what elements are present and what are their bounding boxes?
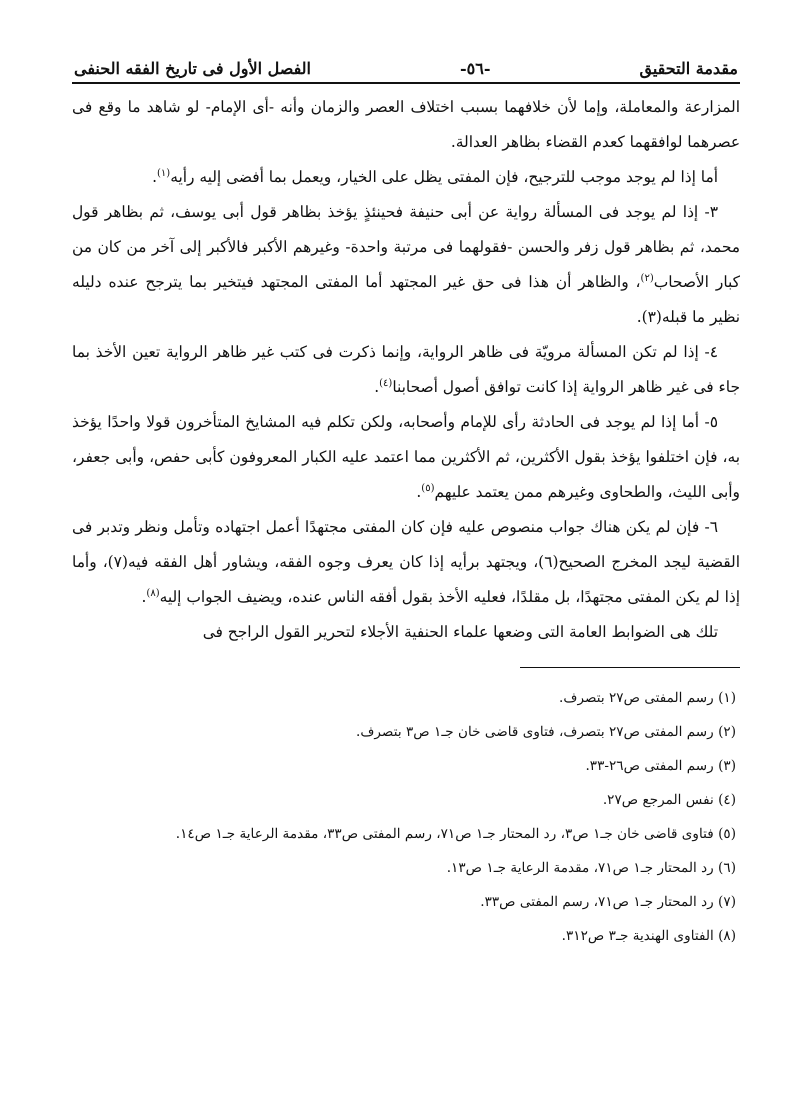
paragraph-7: [72, 615, 740, 650]
paragraph-6: [72, 510, 740, 615]
footnote: (٧) رد المحتار جـ١ ص٧١، رسم المفتى ص٣٣.: [480, 894, 736, 910]
paragraph-text: ٦- فإن لم يكن هناك جواب منصوص عليه فإن كان المفتى مجتهدًا أعمل اجتهاده وتأمل ونظر وتدبر فى القضية ليجد المخرج الصحيح(٦)، ويجتهد برأيه إذا كان يعرف وجوه الفقه، ويشاور أهل الفقه فيه(٧)، وأما إذا لم يكن المفتى مجتهدًا، بل مقلدًا، فعليه الأخذ بقول أفقه الناس عنده، ويضيف الجواب إليه: [72, 518, 741, 606]
body-text: [72, 90, 740, 650]
header-rule: [72, 82, 740, 84]
footnotes: [72, 682, 740, 952]
paragraph-text: أما إذا لم يوجد موجب للترجيح، فإن المفتى يظل على الخيار، ويعمل بما أفضى إليه رأيه: [170, 168, 718, 186]
paragraph-2: [72, 160, 740, 195]
paragraph-text: المزارعة والمعاملة، وإما لأن خلافهما بسبب اختلاف العصر والزمان وأنه -أى الإمام- لو شاهد ما وقع فى عصرهما لوافقهما كعدم القضاء بظاهر العدالة.: [72, 98, 740, 151]
footnote: (١) رسم المفتى ص٢٧ بتصرف.: [559, 690, 736, 706]
paragraph-tail: .: [416, 483, 422, 501]
footnote-ref[interactable]: (٤): [379, 377, 393, 389]
paragraph-tail: ، والظاهر أن هذا فى حق غير المجتهد أما المفتى المجتهد فيتخير بما يترجح عنده دليله نظير ما قبله(٣).: [72, 273, 740, 326]
footnote: (٨) الفتاوى الهندية جـ٣ ص٣١٢.: [561, 928, 736, 944]
footnote-separator: [520, 667, 740, 668]
footnote: (٦) رد المحتار جـ١ ص٧١، مقدمة الرعاية جـ١ ص١٣.: [446, 860, 736, 876]
paragraph-text: تلك هى الضوابط العامة التى وضعها علماء الحنفية الأجلاء لتحرير القول الراجح فى: [202, 623, 718, 641]
page-number: -٥٦-: [460, 59, 491, 78]
paragraph-text: ٤- إذا لم تكن المسألة مرويّة فى ظاهر الرواية، وإنما ذكرت فى كتب غير ظاهر الرواية تعين الأخذ بما جاء فى غير ظاهر الرواية إذا كانت توافق أصول أصحابنا: [72, 343, 740, 396]
footnote: (٥) فتاوى قاضى خان جـ١ ص٣، رد المحتار جـ١ ص٧١، رسم المفتى ص٣٣، مقدمة الرعاية جـ١ ص١٤.: [175, 826, 736, 842]
paragraph-tail: .: [374, 378, 380, 396]
header-left-title: الفصل الأول فى تاريخ الفقه الحنفى: [74, 59, 311, 78]
footnote-ref[interactable]: (٢): [640, 272, 654, 284]
footnote-ref[interactable]: (٨): [146, 587, 160, 599]
paragraph-1: [72, 90, 740, 160]
paragraph-text: ٥- أما إذا لم يوجد فى الحادثة رأى للإمام وأصحابه، ولكن تكلم فيه المشايخ المتأخرون قولا واحدًا يؤخذ به، فإن اختلفوا يؤخذ بقول الأكثرين، ثم الأكثرين مما اعتمد عليه الكبار المعروفون كأبى حفص، وأبى جعفر، وأبى الليث، والطحاوى وغيرهم ممن يعتمد عليهم: [72, 413, 740, 501]
footnote: (٤) نفس المرجع ص٢٧.: [602, 792, 736, 808]
running-header: [72, 50, 740, 82]
footnote: (٢) رسم المفتى ص٢٧ بتصرف، فتاوى قاضى خان جـ١ ص٣ بتصرف.: [356, 724, 736, 740]
footnote-ref[interactable]: (٥): [421, 482, 435, 494]
footnote: (٣) رسم المفتى ص٢٦-٣٣.: [585, 758, 736, 774]
header-right-title: مقدمة التحقيق: [639, 59, 738, 78]
book-page: [72, 50, 740, 954]
footnote-ref[interactable]: (١): [157, 167, 171, 179]
paragraph-text: ٣- إذا لم يوجد فى المسألة رواية عن أبى حنيفة فحينئذٍ يؤخذ بظاهر قول أبى يوسف، ثم بظاهر قول محمد، ثم بظاهر قول زفر والحسن -فقولهما فى مرتبة واحدة- وغيرهم الأكبر فالأكبر إلى آخر من كان من كبار الأصحاب: [72, 203, 740, 291]
paragraph-tail: .: [141, 588, 147, 606]
paragraph-3: [72, 195, 740, 335]
paragraph-5: [72, 405, 740, 510]
paragraph-4: [72, 335, 740, 405]
paragraph-tail: .: [152, 168, 157, 186]
